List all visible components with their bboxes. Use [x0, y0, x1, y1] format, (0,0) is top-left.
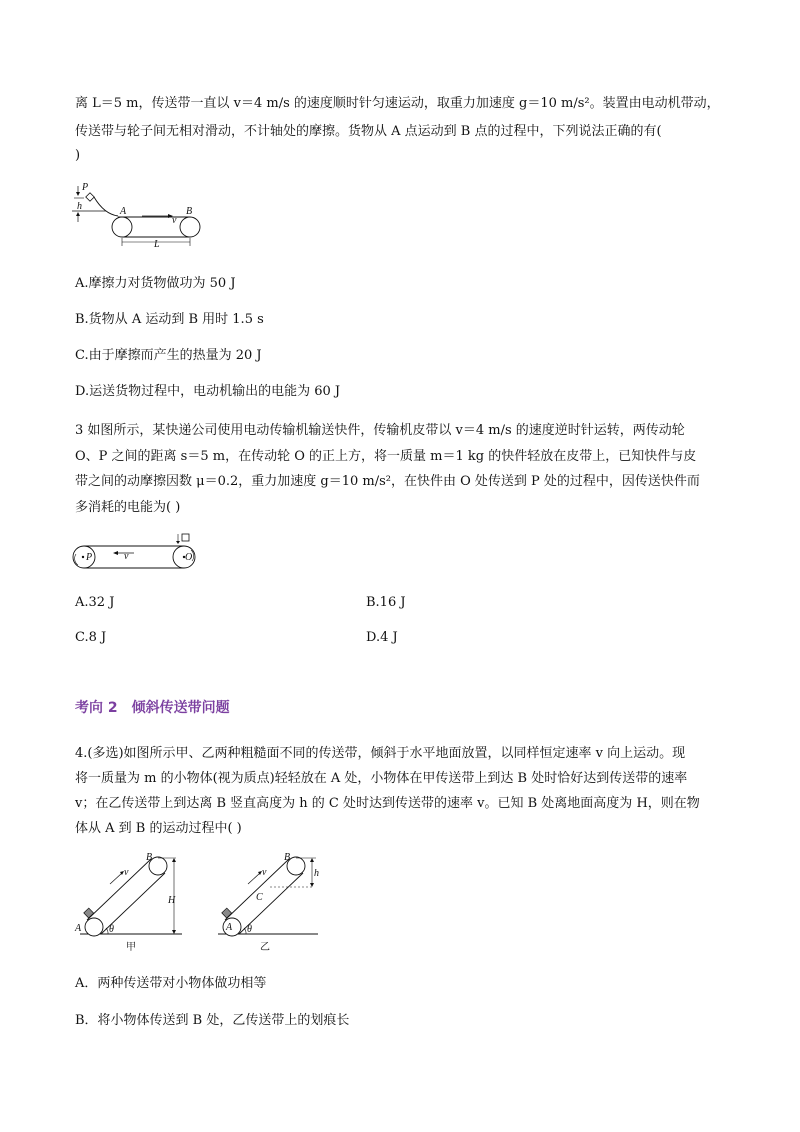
label-A: A [226, 922, 233, 933]
ramp-curve [94, 197, 118, 216]
q2-option-a: A.摩擦力对货物做功为 50 J [75, 276, 236, 291]
q4-option-a: A．两种传送带对小物体做功相等 [75, 976, 267, 991]
q2-option-b: B.货物从 A 运动到 B 用时 1.5 s [75, 312, 264, 327]
q4-stem-line-4: 体从 A 到 B 的运动过程中( ) [75, 821, 242, 836]
label-P: P [82, 182, 89, 193]
parcel-box [182, 534, 189, 541]
caption-yi: 乙 [260, 942, 270, 953]
label-O: O [185, 552, 193, 563]
q2-stem-line-2: 传送带与轮子间无相对滑动，不计轴处的摩擦。货物从 A 点运动到 B 点的过程中，下列说法正确的有( [75, 124, 662, 139]
label-P: P [86, 552, 93, 563]
cargo-box [86, 193, 94, 201]
label-L: L [154, 239, 160, 250]
velocity-arrow [248, 873, 260, 884]
q3-option-b: B.16 J [366, 595, 406, 610]
belt-upper [87, 859, 151, 920]
q4-figure-jia [70, 850, 195, 958]
q3-conveyor-figure [70, 532, 205, 577]
belt-upper [225, 859, 289, 920]
q2-conveyor-figure [70, 180, 210, 255]
q2-stem-line-3: ) [75, 148, 81, 163]
label-B: B [146, 852, 153, 863]
section-heading: 考向 2 倾斜传送带问题 [75, 700, 230, 716]
label-v: v [124, 867, 129, 878]
label-v: v [124, 551, 129, 562]
label-B: B [284, 852, 291, 863]
label-A: A [75, 923, 82, 934]
q4-figure-yi [210, 850, 325, 958]
label-A: A [120, 206, 127, 217]
q2-option-d: D.运送货物过程中，电动机输出的电能为 60 J [75, 384, 341, 399]
label-h: h [314, 868, 319, 879]
pulley-bottom [85, 918, 103, 936]
object-box [222, 908, 232, 918]
q3-option-a: A.32 J [75, 595, 115, 610]
q4-stem-line-2: 将一质量为 m 的小物体(视为质点)轻轻放在 A 处，小物体在甲传送带上到达 B 处时恰好达到传送带的速率 [75, 771, 688, 786]
label-B: B [186, 206, 193, 217]
q2-option-c: C.由于摩擦而产生的热量为 20 J [75, 348, 262, 363]
label-v: v [172, 215, 177, 226]
q3-option-d: D.4 J [366, 630, 398, 645]
label-H: H [168, 895, 176, 906]
q3-stem-line-1: 3 如图所示，某快递公司使用电动传输机输送快件，传输机皮带以 v＝4 m/s 的速度逆时针运转，两传动轮 [75, 423, 685, 438]
q3-stem-line-2: O、P 之间的距离 s＝5 m，在传动轮 O 的正上方，将一质量 m＝1 kg 的快件轻放在皮带上，已知快件与皮 [75, 449, 697, 464]
pulley-right [180, 217, 200, 237]
q3-option-c: C.8 J [75, 630, 107, 645]
object-box [84, 908, 94, 918]
q3-stem-line-3: 带之间的动摩擦因数 μ＝0.2，重力加速度 g＝10 m/s²，在快件由 O 处传送到 P 处的过程中，因传送快件而 [75, 474, 700, 489]
q4-stem-line-3: v；在乙传送带上到达离 B 竖直高度为 h 的 C 处时达到传送带的速率 v。已知 B 处离地面高度为 H，则在物 [75, 796, 700, 811]
velocity-arrow [110, 873, 122, 884]
label-theta: θ [247, 924, 252, 935]
q3-stem-line-4: 多消耗的电能为( ) [75, 500, 181, 515]
pulley-left [112, 217, 132, 237]
label-v: v [262, 867, 267, 878]
label-C: C [256, 892, 263, 903]
label-h: h [77, 201, 82, 212]
q4-stem-line-1: 4.(多选)如图所示甲、乙两种粗糙面不同的传送带，倾斜于水平地面放置，以同样恒定速率 v 向上运动。现 [75, 746, 686, 761]
caption-jia: 甲 [126, 942, 136, 953]
q2-stem-line-1: 离 L＝5 m，传送带一直以 v＝4 m/s 的速度顺时针匀速运动，取重力加速度 g＝10 m/s²。装置由电动机带动， [75, 96, 720, 111]
q4-option-b: B．将小物体传送到 B 处，乙传送带上的划痕长 [75, 1013, 350, 1028]
label-theta: θ [109, 924, 114, 935]
